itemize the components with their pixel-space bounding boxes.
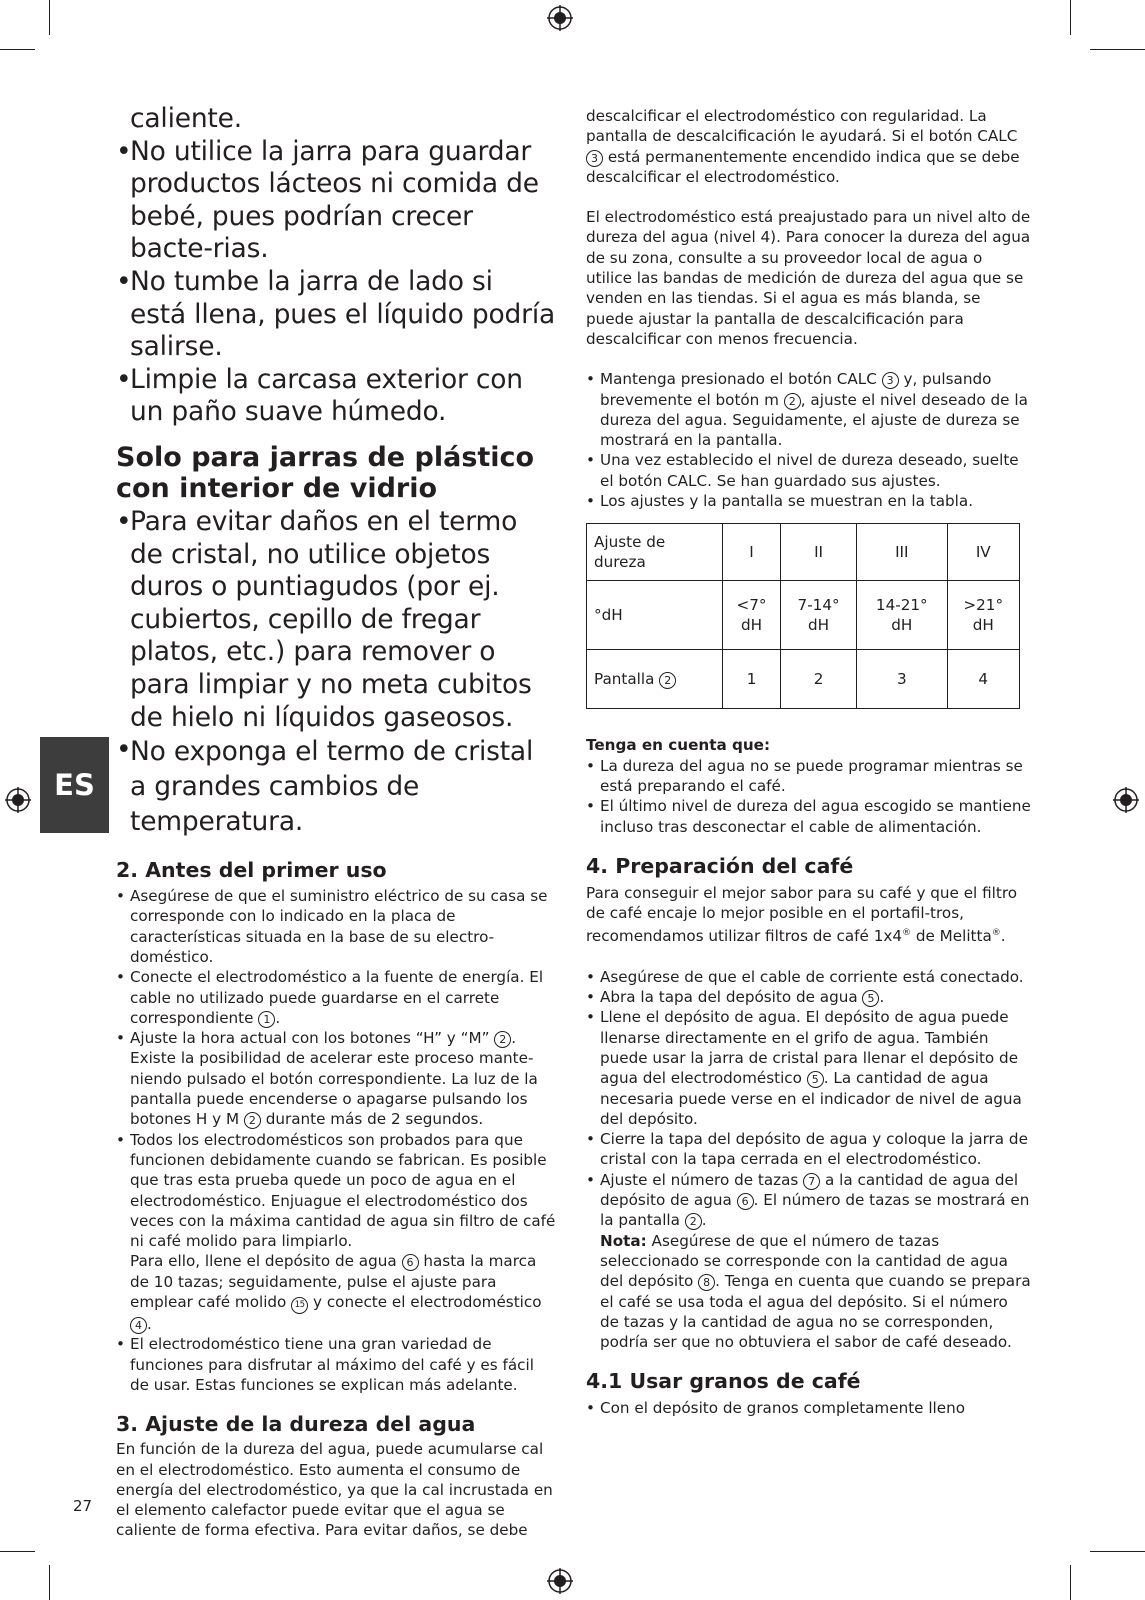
ref-number-icon: 8 bbox=[698, 1274, 715, 1291]
table-cell: III bbox=[857, 524, 947, 581]
registration-mark-icon bbox=[5, 787, 31, 813]
crop-mark bbox=[1070, 1565, 1071, 1600]
list-item: • Asegúrese de que el cable de corriente está conectado. bbox=[586, 967, 1024, 986]
list-item: • Todos los electrodomésticos son probados para que funcionen debidamente cuando se fabrican. Es posible que tras esta prueba quede un poco de agua en el electrodoméstico. Enjuague el electrodoméstico dos veces con la máxima cantidad de agua sin filtro de café ni café molido para limpiarlo. Para ello, llene el depósito de agua 6 hasta la marca de 10 tazas; seguidamente, pulse el ajuste para emplear café molido 15 y conecte el electrodoméstico 4 . bbox=[116, 1130, 556, 1334]
list-item: • Los ajustes y la pantalla se muestran en la tabla. bbox=[586, 492, 974, 511]
list-item: • No utilice la jarra para guardar productos lácteos ni comida de bebé, pues podrían crecer bacte-rias. bbox=[116, 135, 539, 265]
language-tab: ES bbox=[40, 737, 109, 833]
note-title: Tenga en cuenta que: bbox=[586, 736, 771, 755]
list-item: • El electrodoméstico tiene una gran variedad de funciones para disfrutar al máximo del café y es fácil de usar. Estas funciones se explican más adelante. bbox=[116, 1335, 534, 1394]
ref-number-icon: 3 bbox=[882, 372, 899, 389]
list-item: • No tumbe la jarra de lado si está llena, pues el líquido podría salirse. bbox=[116, 265, 556, 363]
table-cell: IV bbox=[947, 524, 1019, 581]
table-cell: °dH bbox=[587, 581, 723, 650]
list-item: • No exponga el termo de cristal a grandes cambios de temperatura. bbox=[116, 734, 534, 838]
paragraph: Para conseguir el mejor sabor para su café y que el filtro de café encaje lo mejor posible en el portafil-tros, recomendamos utilizar filtros de café 1x4® de Melitta®. bbox=[586, 883, 1018, 946]
right-column bbox=[586, 106, 1031, 1419]
list-item: • Ajuste el número de tazas 7 a la cantidad de agua del depósito de agua 6 . El número de tazas se mostrará en la pantalla 2 . Nota: Asegúrese de que el número de tazas seleccionado se corresponde con la cantidad de agua del depósito 8 . Tenga en cuenta que cuando se prepara el café se usa toda el agua del depósito. Si el número de tazas y la cantidad de agua no se corresponden, podría ser que no obtuviera el sabor de café deseado. bbox=[586, 1170, 1031, 1352]
registration-mark-icon bbox=[547, 5, 573, 31]
table-cell: >21° dH bbox=[947, 581, 1019, 650]
ref-number-icon: 5 bbox=[862, 990, 879, 1007]
list-item: • Con el depósito de granos completamente lleno bbox=[586, 1399, 966, 1418]
ref-number-icon: 2 bbox=[685, 1213, 702, 1230]
table-cell: II bbox=[781, 524, 857, 581]
table-cell: 14-21° dH bbox=[857, 581, 947, 650]
ref-number-icon: 15 bbox=[291, 1297, 308, 1314]
table-cell: Ajuste de dureza bbox=[587, 524, 723, 581]
ref-number-icon: 7 bbox=[803, 1173, 820, 1190]
list-item: • Asegúrese de que el suministro eléctrico de su casa se corresponde con lo indicado en la placa de características situada en la base de su electro-doméstico. bbox=[116, 887, 548, 966]
crop-mark bbox=[1090, 1551, 1145, 1552]
ref-number-icon: 4 bbox=[130, 1317, 147, 1334]
list-item: • Cierre la tapa del depósito de agua y coloque la jarra de cristal con la tapa cerrada en el electrodoméstico. bbox=[586, 1130, 1028, 1169]
fragment-text: caliente. bbox=[130, 103, 242, 134]
list-item: • Conecte el electrodoméstico a la fuente de energía. El cable no utilizado puede guardarse en el carrete correspondiente 1 . bbox=[116, 968, 544, 1027]
hardness-table bbox=[586, 523, 1020, 709]
ref-number-icon: 2 bbox=[784, 393, 801, 410]
section-3-paragraph: En función de la dureza del agua, puede acumularse cal en el electrodoméstico. Esto aumenta el consumo de energía del electrodoméstico, ya que la cal incrustada en el elemento calefactor puede evitar que el agua se caliente de forma efectiva. Para evitar daños, se debe bbox=[116, 1440, 553, 1540]
list-item: • El último nivel de dureza del agua escogido se mantiene incluso tras desconectar el cable de alimentación. bbox=[586, 797, 1031, 836]
table-cell: 4 bbox=[947, 650, 1019, 709]
registration-mark-icon bbox=[547, 1568, 573, 1594]
ref-number-icon: 1 bbox=[258, 1011, 275, 1028]
left-column bbox=[116, 103, 556, 1541]
list-item: • Ajuste la hora actual con los botones “H” y “M” 2 . Existe la posibilidad de acelerar este proceso mante-niendo pulsado el botón correspondiente. La luz de la pantalla puede encenderse o apagarse pulsando los botones H y M 2 durante más de 2 segundos. bbox=[116, 1029, 538, 1129]
table-cell: 2 bbox=[781, 650, 857, 709]
crop-mark bbox=[0, 49, 35, 50]
table-cell: 3 bbox=[857, 650, 947, 709]
section-3-title: 3. Ajuste de la dureza del agua bbox=[116, 1412, 476, 1437]
list-item: • Llene el depósito de agua. El depósito de agua puede llenarse directamente en el grifo de agua. También puede usar la jarra de cristal para llenar el depósito de agua del electrodoméstico 5 . La cantidad de agua necesaria puede verse en el indicador de nivel de agua del depósito. bbox=[586, 1008, 1022, 1128]
ref-number-icon: 6 bbox=[737, 1193, 754, 1210]
table-cell: <7° dH bbox=[723, 581, 781, 650]
list-item: • Para evitar daños en el termo de cristal, no utilice objetos duros o puntiagudos (por ej. cubiertos, cepillo de fregar platos, etc.) para remover o para limpiar y no meta cubitos de hielo ni líquidos gaseosos. bbox=[116, 505, 532, 733]
table-cell: 1 bbox=[723, 650, 781, 709]
table-row bbox=[587, 650, 1020, 709]
list-item: • Limpie la carcasa exterior con un paño suave húmedo. bbox=[116, 363, 523, 428]
ref-number-icon: 2 bbox=[659, 672, 676, 689]
ref-number-icon: 5 bbox=[807, 1071, 824, 1088]
table-cell: I bbox=[723, 524, 781, 581]
list-item: • Una vez establecido el nivel de dureza deseado, suelte el botón CALC. Se han guardado sus ajustes. bbox=[586, 451, 1019, 490]
list-item: • La dureza del agua no se puede programar mientras se está preparando el café. bbox=[586, 756, 1023, 795]
table-row bbox=[587, 524, 1020, 581]
table-cell: Pantalla 2 bbox=[587, 650, 723, 709]
crop-mark bbox=[49, 1565, 50, 1600]
crop-mark bbox=[1070, 0, 1071, 35]
ref-number-icon: 3 bbox=[586, 150, 603, 167]
crop-mark bbox=[49, 0, 50, 35]
section-4-title: 4. Preparación del café bbox=[586, 853, 854, 878]
section-4-1-title: 4.1 Usar granos de café bbox=[586, 1369, 861, 1394]
crop-mark bbox=[1090, 49, 1145, 50]
crop-mark bbox=[0, 1551, 35, 1552]
section-2-title: 2. Antes del primer uso bbox=[116, 858, 387, 883]
ref-number-icon: 2 bbox=[494, 1031, 511, 1048]
paragraph: El electrodoméstico está preajustado para un nivel alto de dureza del agua (nivel 4). Para conocer la dureza del agua de su zona, consulte a su proveedor local de agua o utilice las bandas de medición de dureza del agua que se venden en las tiendas. Si el agua es más blanda, se puede ajustar la pantalla de descalcificación para descalcificar con menos frecuencia. bbox=[586, 208, 1031, 348]
glass-section-heading: Solo para jarras de plástico con interior de vidrio bbox=[116, 441, 535, 504]
list-item: • Mantenga presionado el botón CALC 3 y, pulsando brevemente el botón m 2 , ajuste el nivel deseado de la dureza del agua. Seguidamente, el ajuste de dureza se mostrará en la pantalla. bbox=[586, 370, 1028, 450]
page-number: 27 bbox=[73, 1497, 93, 1515]
ref-number-icon: 6 bbox=[402, 1254, 419, 1271]
table-row bbox=[587, 581, 1020, 650]
paragraph: descalcificar el electrodoméstico con regularidad. La pantalla de descalcificación le ayudará. Si el botón CALC 3 está permanentemente encendido indica que se debe descalcificar el electrodoméstico. bbox=[586, 107, 1020, 186]
list-item: • Abra la tapa del depósito de agua 5 . bbox=[586, 988, 885, 1007]
table-cell: 7-14° dH bbox=[781, 581, 857, 650]
registration-mark-icon bbox=[1113, 787, 1139, 813]
ref-number-icon: 2 bbox=[244, 1112, 261, 1129]
